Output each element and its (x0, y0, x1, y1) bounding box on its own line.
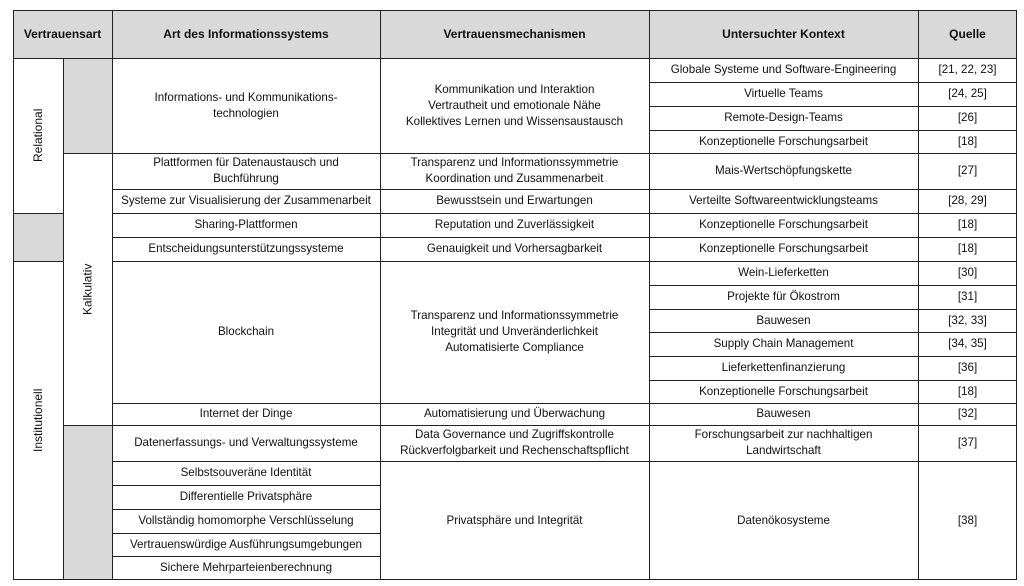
source-ref: [32] (957, 407, 978, 420)
trust-type-kalkulativ: Kalkulativ (80, 263, 95, 315)
system-blockchain: Blockchain (217, 325, 275, 338)
context-oekostrom: Projekte für Ökostrom (727, 290, 840, 303)
system-differentielle-privatsphaere: Differentielle Privatsphäre (179, 490, 313, 503)
source-ref: [28, 29] (948, 194, 987, 207)
context-supply-chain: Supply Chain Management (713, 337, 854, 350)
trust-type-relational: Relational (31, 108, 45, 163)
system-mehrparteienberechnung: Sichere Mehrparteienberechnung (159, 561, 333, 574)
context-softwareentwicklungsteams: Verteilte Softwareentwicklungsteams (689, 194, 878, 207)
source-ref: [18] (957, 218, 978, 231)
mechanism-transparenz-integritaet: Transparenz und Informationssymmetrie Integrität und Unveränderlichkeit Automatisierte Compliance (410, 309, 619, 354)
header-art-des-informationssystems: Art des Informationssystems (112, 10, 380, 58)
context-konzeptionell: Konzeptionelle Forschungsarbeit (699, 242, 868, 255)
source-ref: [34, 35] (948, 337, 987, 350)
source-ref: [36] (957, 361, 978, 374)
system-sharing-plattformen: Sharing-Plattformen (194, 218, 298, 231)
header-untersuchter-kontext: Untersuchter Kontext (649, 10, 918, 58)
source-ref: [26] (957, 111, 978, 124)
context-konzeptionell: Konzeptionelle Forschungsarbeit (699, 384, 868, 398)
source-ref: [18] (957, 384, 978, 398)
mechanism-automatisierung: Automatisierung und Überwachung (423, 407, 606, 420)
context-mais: Mais-Wertschöpfungskette (714, 164, 853, 177)
context-remote-design-teams: Remote-Design-Teams (724, 111, 843, 124)
source-ref: [31] (957, 290, 978, 303)
system-homomorphe-verschluesselung: Vollständig homomorphe Verschlüsselung (138, 514, 354, 527)
source-ref: [24, 25] (948, 87, 987, 100)
source-ref: [30] (957, 266, 978, 279)
header-vertrauensart: Vertrauensart (13, 10, 112, 58)
context-konzeptionell: Konzeptionelle Forschungsarbeit (699, 134, 868, 148)
context-bauwesen: Bauwesen (756, 313, 811, 327)
context-bauwesen: Bauwesen (756, 407, 811, 420)
source-ref: [37] (957, 436, 978, 449)
mechanism-reputation: Reputation und Zuverlässigkeit (434, 218, 595, 231)
source-ref: [18] (957, 134, 978, 148)
system-internet-der-dinge: Internet der Dinge (199, 407, 293, 420)
mechanism-bewusstsein: Bewusstsein und Erwartungen (436, 194, 593, 207)
trust-type-institutionell: Institutionell (31, 388, 45, 453)
source-ref: [32, 33] (948, 313, 987, 327)
context-lieferkettenfinanzierung: Lieferkettenfinanzierung (721, 361, 846, 374)
system-selbstsouveraene-identitaet: Selbstsouveräne Identität (180, 466, 312, 479)
system-visualisierung: Systeme zur Visualisierung der Zusammenarbeit (121, 194, 371, 207)
system-ikt: Informations- und Kommunikations- technologien (154, 90, 338, 120)
system-plattformen-datenaustausch: Plattformen für Datenaustausch und Buchführung (153, 156, 339, 185)
header-vertrauensmechanismen: Vertrauensmechanismen (380, 10, 649, 58)
context-wein-lieferketten: Wein-Lieferketten (738, 266, 829, 279)
context-globale-systeme: Globale Systeme und Software-Engineering (670, 63, 897, 76)
system-entscheidungsunterstuetzung: Entscheidungsunterstützungssysteme (148, 242, 344, 255)
mechanism-data-governance: Data Governance und Zugriffskontrolle Rückverfolgbarkeit und Rechenschaftspflicht (400, 428, 629, 457)
system-ausfuehrungsumgebungen: Vertrauenswürdige Ausführungsumgebungen (129, 537, 363, 551)
system-datenerfassung: Datenerfassungs- und Verwaltungssysteme (134, 436, 358, 449)
table-grid-lines (13, 10, 1017, 580)
header-quelle: Quelle (918, 10, 1017, 58)
mechanism-privatsphaere: Privatsphäre und Integrität (446, 513, 583, 527)
context-datenoekosysteme: Datenökosysteme (737, 513, 830, 527)
source-ref: [21, 22, 23] (938, 63, 997, 76)
context-landwirtschaft: Forschungsarbeit zur nachhaltigen Landwirtschaft (694, 428, 873, 457)
trust-mechanisms-table (13, 10, 1017, 580)
context-virtuelle-teams: Virtuelle Teams (744, 87, 823, 100)
source-ref: [27] (957, 164, 978, 177)
source-ref: [18] (957, 242, 978, 255)
context-konzeptionell: Konzeptionelle Forschungsarbeit (699, 218, 868, 231)
mechanism-genauigkeit: Genauigkeit und Vorhersagbarkeit (426, 242, 603, 255)
mechanism-transparenz-koordination: Transparenz und Informationssymmetrie Koordination und Zusammenarbeit (410, 156, 619, 185)
mechanism-kommunikation: Kommunikation und Interaktion Vertrautheit und emotionale Nähe Kollektives Lernen und Wissensaustausch (405, 82, 624, 128)
source-ref: [38] (957, 513, 978, 527)
